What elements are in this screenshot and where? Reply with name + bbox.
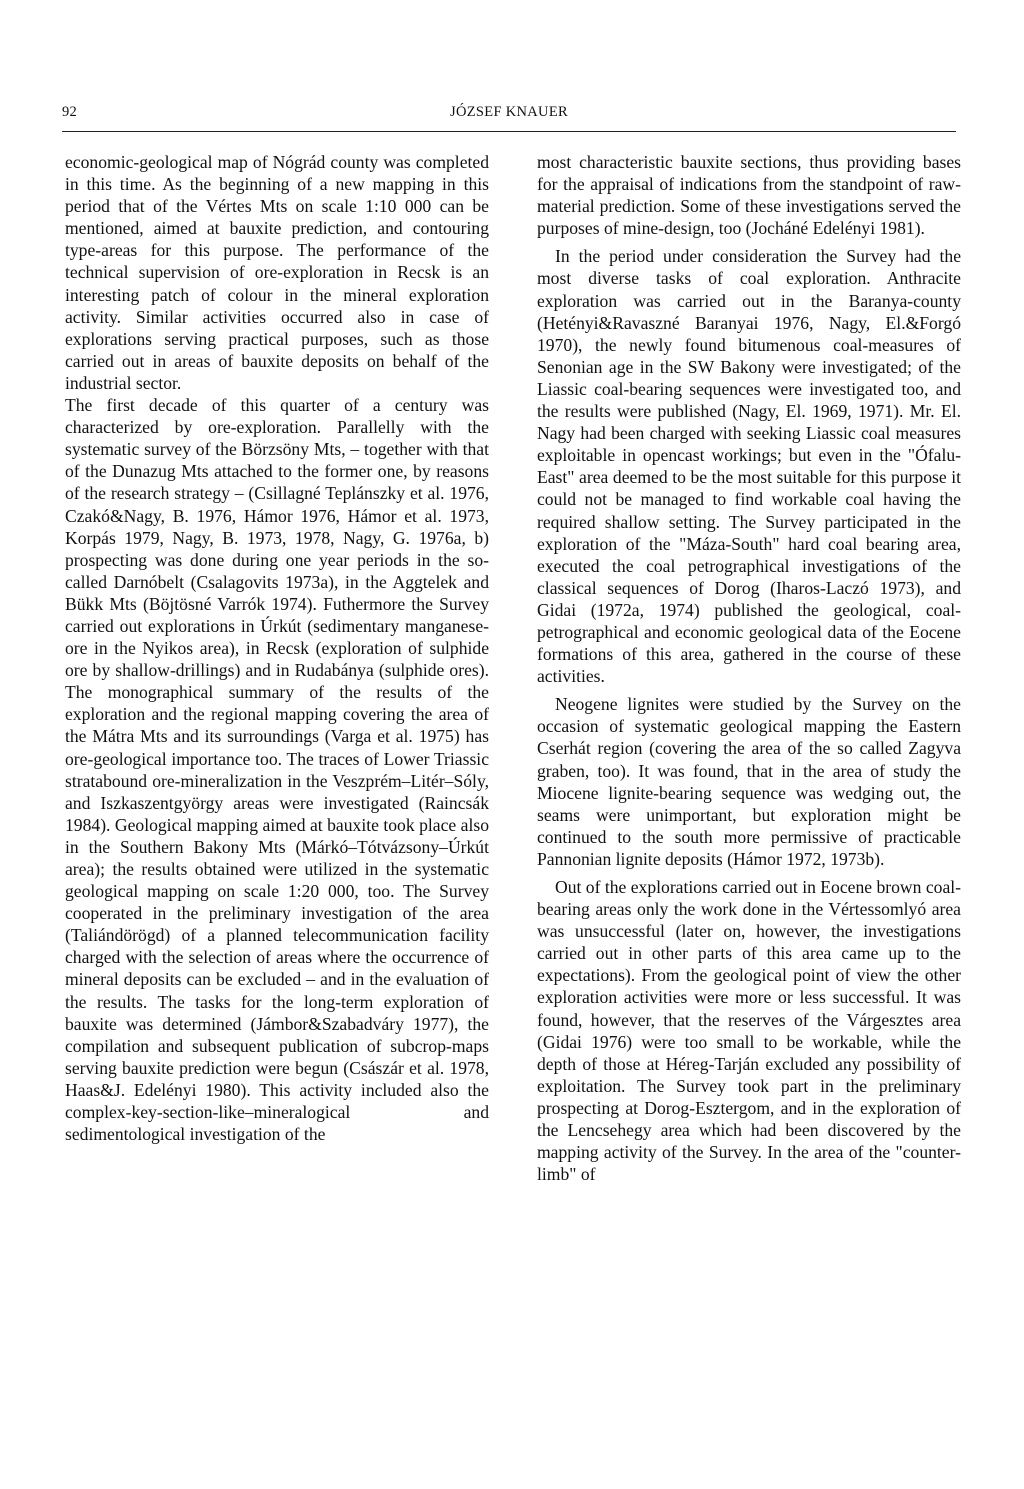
right-paragraph-1: most characteristic bauxite sections, thus providing bases for the appraisal of indications from the standpoint of raw-material prediction. Some of these investigations served the purposes of mine-design, too (Jocháné Edelényi 1981).	[537, 152, 961, 239]
left-column	[65, 151, 489, 1145]
page-number: 92	[62, 104, 78, 120]
right-paragraph-4: Out of the explorations carried out in Eocene brown coal-bearing areas only the work done in the Vértessomlyó area was unsuccessful (later on, however, the investigations carried out in other parts of this area came up to the expectations). From the geological point of view the other exploration activities were more or less successful. It was found, however, that the reserves of the Várgesztes area (Gidai 1976) were too small to be workable, while the depth of those at Héreg-Tarján excluded any possibility of exploitation. The Survey took part in the preliminary prospecting at Dorog-Esztergom, and in the exploration of the Lencsehegy area which had been discovered by the mapping activity of the Survey. In the area of the "counter-limb" of	[537, 877, 961, 1185]
left-paragraph-2: The first decade of this quarter of a century was characterized by ore-exploration. Parallelly with the systematic survey of the Börzsöny Mts, – together with that of the Dunazug Mts attached to the former one, by reasons of the research strategy – (Csillagné Teplánszky et al. 1976, Czakó&Nagy, B. 1976, Hámor 1976, Hámor et al. 1973, Korpás 1979, Nagy, B. 1973, 1978, Nagy, G. 1976a, b) prospecting was done during one year periods in the so-called Darnóbelt (Csalagovits 1973a), in the Aggtelek and Bükk Mts (Böjtösné Varrók 1974). Futhermore the Survey carried out explorations in Úrkút (sedimentary manganese-ore in the Nyikos area), in Recsk (exploration of sulphide ore by shallow-drillings) and in Rudabánya (sulphide ores). The monographical summary of the results of the exploration and the regional mapping covering the area of the Mátra Mts and its surroundings (Varga et al. 1975) has ore-geological importance too. The traces of Lower Triassic stratabound ore-mineralization in the Veszprém–Litér–Sóly, and Iszkaszentgyörgy areas were investigated (Raincsák 1984). Geological mapping aimed at bauxite took place also in the Southern Bakony Mts (Márkó–Tótvázsony–Úrkút area); the results obtained were utilized in the systematic geological mapping on scale 1:20 000, too. The Survey cooperated in the preliminary investigation of the area (Taliándörögd) of a planned telecommunication facility charged with the selection of areas where the occurrence of mineral deposits can be excluded – and in the evaluation of the results. The tasks for the long-term exploration of bauxite was determined (Jámbor&Szabadváry 1977), the compilation and subsequent publication of subcrop-maps serving bauxite prediction were begun (Császár et al. 1978, Haas&J. Edelényi 1980). This activity included also the complex-key-section-like–mineralogical and sedimentological investigation of the	[65, 395, 489, 1145]
right-column	[537, 151, 961, 1185]
left-paragraph-1: economic-geological map of Nógrád county was completed in this time. As the beginning of a new mapping in this period that of the Vértes Mts on scale 1:10 000 can be mentioned, aimed at bauxite prediction, and contouring type-areas for this purpose. The performance of the technical supervision of ore-exploration in Recsk is an interesting patch of colour in the mineral exploration activity. Similar activities occurred also in case of explorations serving practical purposes, such as those carried out in areas of bauxite deposits on behalf of the industrial sector.	[65, 152, 489, 393]
right-paragraph-3: Neogene lignites were studied by the Survey on the occasion of systematic geological mapping the Eastern Cserhát region (covering the area of the so called Zagyva graben, too). It was found, that in the area of study the Miocene lignite-bearing sequence was wedging out, the seams were unimportant, but exploration might be continued to the south more permissive of practicable Pannonian lignite deposits (Hámor 1972, 1973b).	[537, 694, 961, 869]
right-paragraph-2: In the period under consideration the Survey had the most diverse tasks of coal exploration. Anthracite exploration was carried out in the Baranya-county (Hetényi&Ravaszné Baranyai 1976, Nagy, El.&Forgó 1970), the newly found bitumenous coal-measures of Senonian age in the SW Bakony were investigated; of the Liassic coal-bearing sequences were investigated too, and the results were published (Nagy, El. 1969, 1971). Mr. El. Nagy had been charged with seeking Liassic coal measures exploitable in opencast workings; but even in the "Ófalu-East" area deemed to be the most suitable for this purpose it could not be managed to find workable coal having the required shallow setting. The Survey participated in the exploration of the "Máza-South" hard coal bearing area, executed the coal petrographical investigations of the classical sequences of Dorog (Iharos-Laczó 1973), and Gidai (1972a, 1974) published the geological, coal-petrographical and economic geological data of the Eocene formations of this area, gathered in the course of these activities.	[537, 246, 961, 687]
header-rule	[62, 131, 956, 132]
page-header	[62, 104, 956, 130]
running-head: JÓZSEF KNAUER	[450, 104, 568, 120]
